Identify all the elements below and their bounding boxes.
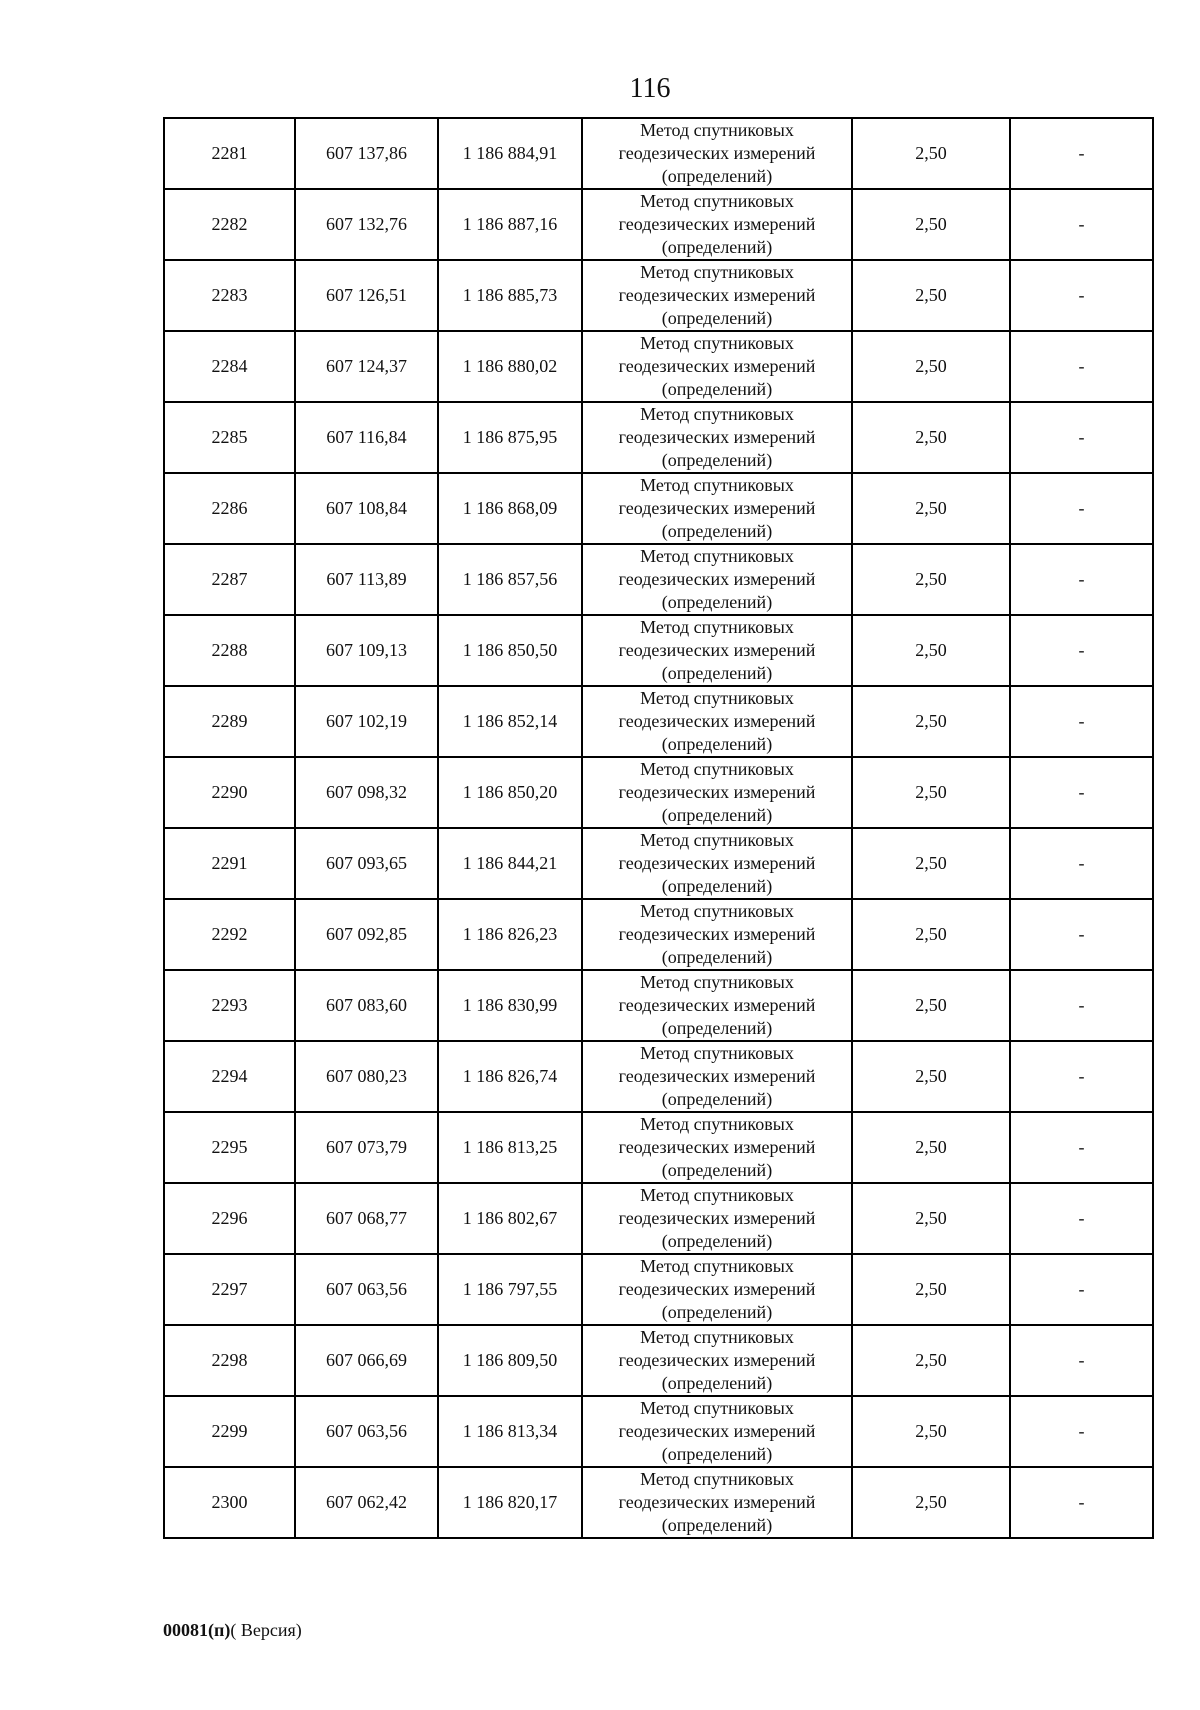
note-cell: - bbox=[1010, 1112, 1153, 1183]
note-cell: - bbox=[1010, 970, 1153, 1041]
method-cell bbox=[582, 1467, 852, 1538]
method-cell bbox=[582, 544, 852, 615]
method-line: Метод спутниковых bbox=[640, 617, 794, 637]
note-cell: - bbox=[1010, 828, 1153, 899]
method-line: Метод спутниковых bbox=[640, 120, 794, 140]
y-coordinate-cell: 1 186 813,34 bbox=[438, 1396, 582, 1467]
y-coordinate-cell: 1 186 826,74 bbox=[438, 1041, 582, 1112]
method-line: геодезических измерений bbox=[618, 569, 816, 589]
note-cell: - bbox=[1010, 757, 1153, 828]
y-coordinate-cell: 1 186 850,50 bbox=[438, 615, 582, 686]
method-line: (определений) bbox=[661, 308, 773, 328]
table-row bbox=[164, 331, 1153, 402]
table-row bbox=[164, 1112, 1153, 1183]
accuracy-cell: 2,50 bbox=[852, 899, 1010, 970]
method-line: (определений) bbox=[661, 1302, 773, 1322]
point-number-cell: 2298 bbox=[164, 1325, 295, 1396]
accuracy-cell: 2,50 bbox=[852, 970, 1010, 1041]
y-coordinate-cell: 1 186 809,50 bbox=[438, 1325, 582, 1396]
x-coordinate-cell: 607 132,76 bbox=[295, 189, 438, 260]
method-line: Метод спутниковых bbox=[640, 1043, 794, 1063]
method-line: геодезических измерений bbox=[618, 711, 816, 731]
method-line: (определений) bbox=[661, 1160, 773, 1180]
accuracy-cell: 2,50 bbox=[852, 118, 1010, 189]
method-line: геодезических измерений bbox=[618, 1279, 816, 1299]
point-number-cell: 2292 bbox=[164, 899, 295, 970]
accuracy-cell: 2,50 bbox=[852, 402, 1010, 473]
coordinates-table-body bbox=[164, 118, 1153, 1538]
method-cell bbox=[582, 1325, 852, 1396]
y-coordinate-cell: 1 186 813,25 bbox=[438, 1112, 582, 1183]
accuracy-cell: 2,50 bbox=[852, 828, 1010, 899]
note-cell: - bbox=[1010, 1041, 1153, 1112]
accuracy-cell: 2,50 bbox=[852, 1467, 1010, 1538]
point-number-cell: 2297 bbox=[164, 1254, 295, 1325]
method-line: Метод спутниковых bbox=[640, 901, 794, 921]
method-line: Метод спутниковых bbox=[640, 759, 794, 779]
accuracy-cell: 2,50 bbox=[852, 544, 1010, 615]
point-number-cell: 2284 bbox=[164, 331, 295, 402]
method-line: (определений) bbox=[661, 1089, 773, 1109]
method-cell bbox=[582, 1183, 852, 1254]
method-cell bbox=[582, 260, 852, 331]
note-cell: - bbox=[1010, 686, 1153, 757]
x-coordinate-cell: 607 073,79 bbox=[295, 1112, 438, 1183]
x-coordinate-cell: 607 092,85 bbox=[295, 899, 438, 970]
accuracy-cell: 2,50 bbox=[852, 189, 1010, 260]
note-cell: - bbox=[1010, 1254, 1153, 1325]
note-cell: - bbox=[1010, 1325, 1153, 1396]
method-line: Метод спутниковых bbox=[640, 830, 794, 850]
method-line: Метод спутниковых bbox=[640, 1469, 794, 1489]
x-coordinate-cell: 607 137,86 bbox=[295, 118, 438, 189]
method-line: геодезических измерений bbox=[618, 1137, 816, 1157]
point-number-cell: 2296 bbox=[164, 1183, 295, 1254]
accuracy-cell: 2,50 bbox=[852, 1396, 1010, 1467]
method-line: (определений) bbox=[661, 592, 773, 612]
method-line: геодезических измерений bbox=[618, 995, 816, 1015]
x-coordinate-cell: 607 124,37 bbox=[295, 331, 438, 402]
method-cell bbox=[582, 1396, 852, 1467]
method-cell bbox=[582, 473, 852, 544]
method-line: геодезических измерений bbox=[618, 1492, 816, 1512]
method-line: (определений) bbox=[661, 1373, 773, 1393]
point-number-cell: 2285 bbox=[164, 402, 295, 473]
method-line: (определений) bbox=[661, 734, 773, 754]
x-coordinate-cell: 607 113,89 bbox=[295, 544, 438, 615]
method-line: (определений) bbox=[661, 521, 773, 541]
table-row bbox=[164, 828, 1153, 899]
y-coordinate-cell: 1 186 850,20 bbox=[438, 757, 582, 828]
x-coordinate-cell: 607 109,13 bbox=[295, 615, 438, 686]
table-row bbox=[164, 189, 1153, 260]
x-coordinate-cell: 607 093,65 bbox=[295, 828, 438, 899]
method-line: геодезических измерений bbox=[618, 498, 816, 518]
table-row bbox=[164, 1396, 1153, 1467]
point-number-cell: 2289 bbox=[164, 686, 295, 757]
method-cell bbox=[582, 118, 852, 189]
document-footer bbox=[163, 1618, 302, 1642]
method-line: геодезических измерений bbox=[618, 356, 816, 376]
note-cell: - bbox=[1010, 615, 1153, 686]
y-coordinate-cell: 1 186 857,56 bbox=[438, 544, 582, 615]
method-line: Метод спутниковых bbox=[640, 475, 794, 495]
method-cell bbox=[582, 615, 852, 686]
accuracy-cell: 2,50 bbox=[852, 260, 1010, 331]
method-line: (определений) bbox=[661, 1444, 773, 1464]
x-coordinate-cell: 607 080,23 bbox=[295, 1041, 438, 1112]
point-number-cell: 2299 bbox=[164, 1396, 295, 1467]
table-row bbox=[164, 1041, 1153, 1112]
table-row bbox=[164, 260, 1153, 331]
method-line: геодезических измерений bbox=[618, 640, 816, 660]
method-line: Метод спутниковых bbox=[640, 1185, 794, 1205]
table-row bbox=[164, 118, 1153, 189]
table-row bbox=[164, 757, 1153, 828]
method-line: (определений) bbox=[661, 237, 773, 257]
method-line: (определений) bbox=[661, 1018, 773, 1038]
method-line: геодезических измерений bbox=[618, 1066, 816, 1086]
table-row bbox=[164, 1325, 1153, 1396]
method-cell bbox=[582, 686, 852, 757]
point-number-cell: 2300 bbox=[164, 1467, 295, 1538]
x-coordinate-cell: 607 062,42 bbox=[295, 1467, 438, 1538]
x-coordinate-cell: 607 068,77 bbox=[295, 1183, 438, 1254]
method-line: геодезических измерений bbox=[618, 214, 816, 234]
point-number-cell: 2287 bbox=[164, 544, 295, 615]
table-row bbox=[164, 1183, 1153, 1254]
table-row bbox=[164, 615, 1153, 686]
accuracy-cell: 2,50 bbox=[852, 331, 1010, 402]
note-cell: - bbox=[1010, 402, 1153, 473]
y-coordinate-cell: 1 186 797,55 bbox=[438, 1254, 582, 1325]
method-line: Метод спутниковых bbox=[640, 546, 794, 566]
y-coordinate-cell: 1 186 885,73 bbox=[438, 260, 582, 331]
table-row bbox=[164, 402, 1153, 473]
method-cell bbox=[582, 970, 852, 1041]
form-code: 00081(п) bbox=[163, 1620, 231, 1640]
version-label: ( Версия) bbox=[230, 1620, 302, 1640]
accuracy-cell: 2,50 bbox=[852, 615, 1010, 686]
note-cell: - bbox=[1010, 189, 1153, 260]
y-coordinate-cell: 1 186 826,23 bbox=[438, 899, 582, 970]
method-line: (определений) bbox=[661, 450, 773, 470]
y-coordinate-cell: 1 186 875,95 bbox=[438, 402, 582, 473]
x-coordinate-cell: 607 083,60 bbox=[295, 970, 438, 1041]
method-line: геодезических измерений bbox=[618, 143, 816, 163]
method-line: Метод спутниковых bbox=[640, 1114, 794, 1134]
method-line: Метод спутниковых bbox=[640, 1327, 794, 1347]
method-line: (определений) bbox=[661, 379, 773, 399]
y-coordinate-cell: 1 186 852,14 bbox=[438, 686, 582, 757]
method-line: Метод спутниковых bbox=[640, 191, 794, 211]
table-row bbox=[164, 1467, 1153, 1538]
x-coordinate-cell: 607 108,84 bbox=[295, 473, 438, 544]
page-number: 116 bbox=[629, 73, 671, 104]
method-line: геодезических измерений bbox=[618, 1421, 816, 1441]
note-cell: - bbox=[1010, 260, 1153, 331]
x-coordinate-cell: 607 102,19 bbox=[295, 686, 438, 757]
method-line: геодезических измерений bbox=[618, 853, 816, 873]
note-cell: - bbox=[1010, 1396, 1153, 1467]
method-cell bbox=[582, 757, 852, 828]
table-row bbox=[164, 970, 1153, 1041]
method-cell bbox=[582, 899, 852, 970]
method-line: геодезических измерений bbox=[618, 924, 816, 944]
point-number-cell: 2288 bbox=[164, 615, 295, 686]
method-line: Метод спутниковых bbox=[640, 1398, 794, 1418]
note-cell: - bbox=[1010, 1467, 1153, 1538]
y-coordinate-cell: 1 186 830,99 bbox=[438, 970, 582, 1041]
note-cell: - bbox=[1010, 1183, 1153, 1254]
x-coordinate-cell: 607 066,69 bbox=[295, 1325, 438, 1396]
point-number-cell: 2286 bbox=[164, 473, 295, 544]
note-cell: - bbox=[1010, 118, 1153, 189]
accuracy-cell: 2,50 bbox=[852, 757, 1010, 828]
method-line: геодезических измерений bbox=[618, 285, 816, 305]
y-coordinate-cell: 1 186 880,02 bbox=[438, 331, 582, 402]
method-line: геодезических измерений bbox=[618, 782, 816, 802]
note-cell: - bbox=[1010, 331, 1153, 402]
method-line: Метод спутниковых bbox=[640, 262, 794, 282]
point-number-cell: 2294 bbox=[164, 1041, 295, 1112]
method-line: (определений) bbox=[661, 805, 773, 825]
method-line: геодезических измерений bbox=[618, 1350, 816, 1370]
y-coordinate-cell: 1 186 884,91 bbox=[438, 118, 582, 189]
y-coordinate-cell: 1 186 868,09 bbox=[438, 473, 582, 544]
x-coordinate-cell: 607 098,32 bbox=[295, 757, 438, 828]
method-line: Метод спутниковых bbox=[640, 972, 794, 992]
table-row bbox=[164, 686, 1153, 757]
method-line: (определений) bbox=[661, 663, 773, 683]
x-coordinate-cell: 607 116,84 bbox=[295, 402, 438, 473]
accuracy-cell: 2,50 bbox=[852, 1254, 1010, 1325]
method-cell bbox=[582, 189, 852, 260]
accuracy-cell: 2,50 bbox=[852, 473, 1010, 544]
note-cell: - bbox=[1010, 544, 1153, 615]
x-coordinate-cell: 607 063,56 bbox=[295, 1396, 438, 1467]
method-line: (определений) bbox=[661, 876, 773, 896]
table-row bbox=[164, 544, 1153, 615]
method-cell bbox=[582, 828, 852, 899]
method-line: геодезических измерений bbox=[618, 1208, 816, 1228]
accuracy-cell: 2,50 bbox=[852, 1325, 1010, 1396]
point-number-cell: 2291 bbox=[164, 828, 295, 899]
accuracy-cell: 2,50 bbox=[852, 1183, 1010, 1254]
method-line: Метод спутниковых bbox=[640, 333, 794, 353]
method-cell bbox=[582, 402, 852, 473]
method-line: (определений) bbox=[661, 947, 773, 967]
accuracy-cell: 2,50 bbox=[852, 686, 1010, 757]
y-coordinate-cell: 1 186 802,67 bbox=[438, 1183, 582, 1254]
method-line: Метод спутниковых bbox=[640, 688, 794, 708]
y-coordinate-cell: 1 186 844,21 bbox=[438, 828, 582, 899]
table-row bbox=[164, 473, 1153, 544]
table-row bbox=[164, 899, 1153, 970]
method-line: (определений) bbox=[661, 1231, 773, 1251]
y-coordinate-cell: 1 186 887,16 bbox=[438, 189, 582, 260]
method-line: (определений) bbox=[661, 1515, 773, 1535]
point-number-cell: 2282 bbox=[164, 189, 295, 260]
point-number-cell: 2281 bbox=[164, 118, 295, 189]
method-cell bbox=[582, 331, 852, 402]
point-number-cell: 2283 bbox=[164, 260, 295, 331]
point-number-cell: 2293 bbox=[164, 970, 295, 1041]
point-number-cell: 2295 bbox=[164, 1112, 295, 1183]
note-cell: - bbox=[1010, 473, 1153, 544]
method-line: (определений) bbox=[661, 166, 773, 186]
x-coordinate-cell: 607 063,56 bbox=[295, 1254, 438, 1325]
method-line: Метод спутниковых bbox=[640, 1256, 794, 1276]
table-row bbox=[164, 1254, 1153, 1325]
method-line: Метод спутниковых bbox=[640, 404, 794, 424]
point-number-cell: 2290 bbox=[164, 757, 295, 828]
accuracy-cell: 2,50 bbox=[852, 1041, 1010, 1112]
method-line: геодезических измерений bbox=[618, 427, 816, 447]
method-cell bbox=[582, 1112, 852, 1183]
method-cell bbox=[582, 1041, 852, 1112]
accuracy-cell: 2,50 bbox=[852, 1112, 1010, 1183]
method-cell bbox=[582, 1254, 852, 1325]
coordinates-table bbox=[163, 117, 1154, 1539]
note-cell: - bbox=[1010, 899, 1153, 970]
y-coordinate-cell: 1 186 820,17 bbox=[438, 1467, 582, 1538]
x-coordinate-cell: 607 126,51 bbox=[295, 260, 438, 331]
